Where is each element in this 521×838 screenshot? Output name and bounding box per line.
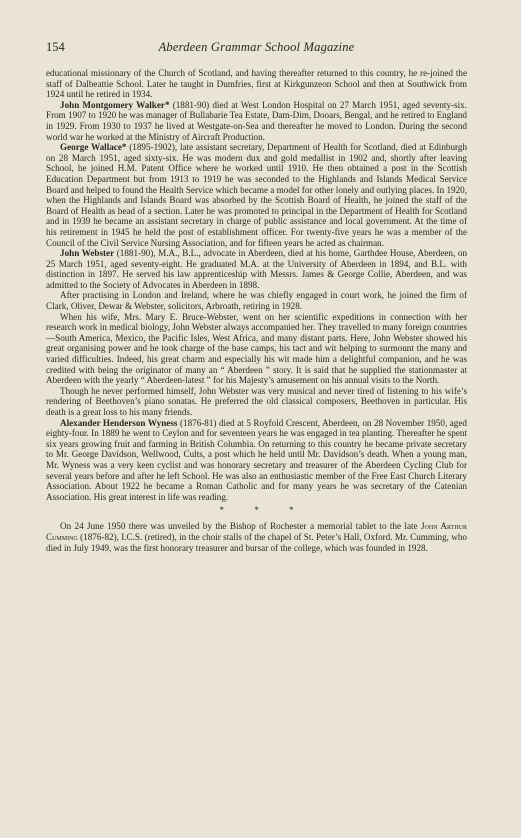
paragraph (46, 312, 467, 386)
paragraph (46, 386, 467, 418)
page-number: 154 (46, 40, 65, 54)
obituary-entry (46, 142, 467, 248)
paragraph (46, 290, 467, 311)
person-name: John Montgomery Walker* (60, 99, 170, 110)
section-separator: * * * (219, 505, 308, 516)
paragraph-text: On 24 June 1950 there was unveiled by the Bishop of Rochester a memorial tablet to the late (60, 521, 421, 532)
memorial-paragraph (46, 521, 467, 553)
paragraph-text: educational missionary of the Church of Scotland, and having thereafter returned to this country, he re-joined the staff of Dalbeattie School. Later he taught in Dumfries, first at Kirkgunzeon School and then at Southwick from 1924 until he retired in 1934. (46, 68, 467, 100)
person-name: John Arthur Cumming (46, 521, 467, 542)
person-name: George Wallace* (60, 142, 127, 153)
obituary-entry (46, 418, 467, 503)
paragraph (46, 68, 467, 100)
obituary-entry (46, 248, 467, 290)
paragraph-text: (1881-90) died at West London Hospital on 27 March 1951, aged seventy-six. From 1907 to 1920 he was manager of Bullabarie Tea Estate, Dam-Dim, Dooars, Bengal, and he retired to England in 1929. From 1930 to 1937 he lived at Westgate-on-Sea and thereafter he moved to London. During the second world war he worked at the Ministry of Aircraft Production. (46, 99, 467, 142)
paragraph-text: (1895-1902), late assistant secretary, Department of Health for Scotland, died at Edinburgh on 28 March 1951, aged sixty-six. He was modern dux and gold medallist in 1902 and, shortly after leaving School, he joined H.M. Patent Office where he worked until 1910. He then obtained a post in the Scottish Education Department but from 1913 to 1919 he was seconded to the Highlands and Islands Medical Service Board and helped to found the Health Service which became a model for other lonely and outlying places. In 1920, when the Highlands and Islands Board was absorbed by the Scottish Board of Health, he joined the staff of the Board of Health as head of a section. Later he was promoted to principal in the Department of Health for Scotland and in 1939 he became an assistant secretary in charge of public assistance and local government. At the time of his retirement in 1945 he held the post of establishment officer. For twenty-five years he was a member of the Council of the Civil Service Nursing Association, and for fifteen years he acted as chairman. (46, 142, 468, 248)
paragraph-text: Though he never performed himself, John Webster was very musical and never tired of listening to his wife’s rendering of Beethoven’s piano sonatas. He preferred the old classical composers, Beethoven in particular. His death is a great loss to his many friends. (46, 385, 467, 417)
obituaries-text (46, 68, 467, 553)
paragraph-text: After practising in London and Ireland, where he was chiefly engaged in court work, he joined the firm of Clark, Oliver, Dewar & Webster, solicitors, Arbroath, retiring in 1928. (46, 290, 467, 312)
obituary-entry (46, 100, 467, 142)
person-name: John Webster (60, 248, 115, 259)
paragraph-text: (1881-90), M.A., B.L., advocate in Aberdeen, died at his home, Garthdee House, Aberdeen, on 25 March 1951, aged seventy-eight. He graduated M.A. at the University of Aberdeen in 1894, and B.L. with distinction in 1897. He served his law apprenticeship with Messrs. James & George Collie, Aberdeen, and was admitted to the Society of Advocates in Aberdeen in 1898. (46, 248, 468, 290)
paragraph-text: When his wife, Mrs. Mary E. Bruce-Webster, went on her scientific expeditions in connection with her research work in medical biology, John Webster always accompanied her. They travelled to many foreign countries—South America, Mexico, the Pacific Isles, West Africa, and many distant parts. Here, John Webster showed his great organising power and he took charge of the base camps, his tact and wit helping to surmount the many and varied difficulties. Indeed, his great charm and especially his wit made him a delightful companion, and he was credited with being the originator of many an “ Aberdeen ” story. It is said that he supplied the stationmaster at Aberdeen with the yearly “ Aberdeen-latest ” for his Majesty’s amusement on his annual visits to the North. (46, 311, 467, 386)
journal-title: Aberdeen Grammar School Magazine (158, 40, 355, 54)
paragraph-text: (1876-81) died at 5 Royfold Crescent, Aberdeen, on 28 November 1950, aged eighty-four. In 1889 he went to Ceylon and for seventeen years he was engaged in tea planting. Thereafter he spent six years growing fruit and farming in British Columbia. On returning to this country he became private secretary to Mr. George Davidson, Wellwood, Cults, a post which he held until Mr. Davidson’s death. When a young man, Mr. Wyness was a very keen cyclist and was honorary secretary and treasurer of the Aberdeen Cycling Club for several years before and after he left School. He was also an enthusiastic member of the Free East Church Literary Association. About 1922 he became a Roman Catholic and for many years he was secretary of the Catenian Association. His great interest in life was reading. (46, 417, 467, 502)
person-name: Alexander Henderson Wyness (60, 417, 178, 428)
paragraph-text: (1876-82), I.C.S. (retired), in the choir stalls of the chapel of St. Peter’s Hall, Oxford. Mr. Cumming, who died in July 1949, was the first honorary treasurer and bursar of the college, which was founded in 1928. (46, 531, 467, 553)
page-header (46, 40, 467, 60)
